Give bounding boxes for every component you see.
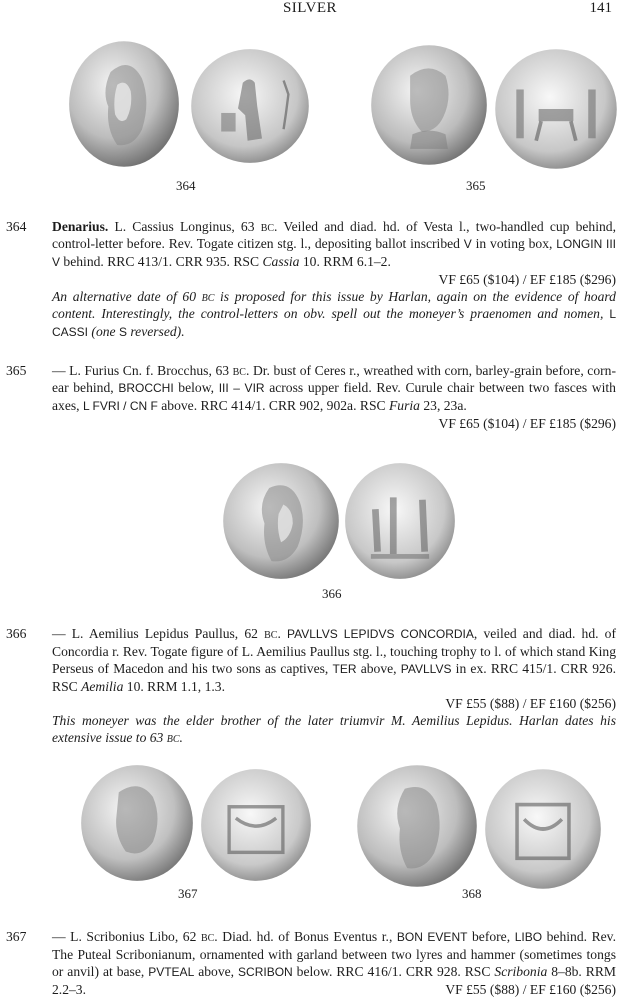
reference-name: Cassia [262, 254, 300, 269]
note-text: is proposed for this issue by Harlan, again on the evidence of hoard content. Interestingly, the control-letters on obv. spell out the moneyer’s praenomen and nomen, [52, 289, 616, 321]
catalogue-entry-365 [6, 362, 616, 432]
entry-text: 10. RRM 6.1–2. [299, 254, 391, 269]
entry-number: 364 [6, 219, 27, 234]
entry-number: 365 [6, 363, 27, 378]
coin-legend: BROCCHI [118, 381, 174, 395]
coin-legend: PAVLLVS [400, 662, 452, 676]
price-line: VF £55 ($88) / EF £160 ($256) [445, 982, 616, 997]
entry-text: 8–8b. RRM 2.2–3. [52, 964, 616, 997]
entry-text: in ex. RRC 415/1. CRR 926. RSC [52, 661, 616, 694]
entry-text: in voting box, [471, 236, 557, 251]
note-text: This moneyer was the elder brother of the later triumvir M. Aemilius Lepidus. Harlan dates his extensive issue to 63 [52, 713, 616, 745]
entry-text: below, [173, 380, 219, 395]
price-line: VF £55 ($88) / EF £160 ($256) [445, 696, 616, 711]
price-line: VF £65 ($104) / EF £185 ($296) [438, 416, 616, 431]
era-marker: bc [264, 626, 278, 641]
entry-description [52, 625, 616, 695]
page-number: 141 [589, 0, 612, 16]
entry-number: 367 [6, 929, 27, 944]
catalogue-entry-364 [6, 218, 616, 341]
coin-366-obverse-image [222, 462, 340, 580]
figure-label-364: 364 [176, 178, 196, 193]
coin-366-reverse-image [344, 462, 456, 580]
coin-legend: L CASSI [52, 307, 616, 339]
entry-text: below. RRC 416/1. CRR 928. RSC [292, 964, 495, 979]
coin-364-reverse-image [190, 48, 310, 164]
running-header [0, 0, 620, 20]
entry-note [52, 288, 616, 341]
price-line: VF £65 ($104) / EF £185 ($296) [438, 272, 616, 287]
era-marker: bc [260, 219, 275, 234]
header-title: SILVER [282, 0, 338, 16]
note-text: reversed). [126, 324, 185, 339]
entry-text: — L. Scribonius Libo, 62 [52, 929, 201, 944]
coin-legend: TER [332, 662, 357, 676]
entry-text: 23, 23a. [419, 398, 467, 413]
entry-number: 366 [6, 626, 27, 641]
entry-text: 10. RRM 1.1, 1.3. [123, 679, 225, 694]
entry-description [52, 218, 616, 271]
coin-legend: III – VIR [218, 381, 265, 395]
coin-legend: BON EVENT [396, 930, 468, 944]
entry-text: — L. Furius Cn. f. Brocchus, 63 [52, 363, 233, 378]
entry-text: behind. Rev. The Puteal Scribonianum, ornamented with garland between two lyres and hammer (sometimes tongs or anvil) at base, [52, 929, 616, 979]
figure-label-367: 367 [178, 886, 198, 901]
coin-368-obverse-image [356, 764, 478, 888]
entry-heading: Denarius. [52, 219, 109, 234]
coin-legend: V [463, 237, 472, 251]
entry-body [52, 625, 616, 746]
entry-text: above, [194, 964, 239, 979]
catalogue-entry-367 [6, 928, 616, 998]
entry-text: above. RRC 414/1. CRR 902, 902a. RSC [157, 398, 389, 413]
coin-365-obverse-image [370, 44, 488, 166]
coin-legend: PVTEAL [148, 965, 195, 979]
entry-description [52, 362, 616, 415]
coin-legend: PAVLLVS LEPIDVS CONCORDIA [287, 627, 474, 641]
entry-body [52, 362, 616, 432]
note-text: (one [88, 324, 119, 339]
entry-text: before, [467, 929, 515, 944]
entry-text: . [277, 626, 287, 641]
entry-text: across upper field. Rev. Curule chair between two fasces with axes, [52, 380, 616, 413]
entry-note [52, 712, 616, 746]
coin-legend: L FVRI / CN F [82, 399, 158, 413]
coin-367-obverse-image [80, 764, 194, 882]
coin-367-reverse-image [200, 768, 312, 882]
entry-body [52, 218, 616, 341]
coin-legend: S [118, 325, 127, 339]
era-marker: bc [166, 730, 180, 745]
catalogue-entry-366 [6, 625, 616, 746]
entry-text: . Diad. hd. of Bonus Eventus r., [214, 929, 397, 944]
coin-368-reverse-image [484, 768, 602, 890]
reference-name: Scribonia [494, 964, 548, 979]
entry-body [52, 928, 616, 998]
era-marker: bc [200, 929, 215, 944]
era-marker: bc [201, 289, 215, 304]
coin-legend: LIBO [514, 930, 543, 944]
coin-legend: SCRIBON [238, 965, 293, 979]
entry-text: behind. RRC 413/1. CRR 935. RSC [60, 254, 263, 269]
entry-text: . Veiled and diad. hd. of Vesta l., two-handled cup behind, control-letter before. Rev. Togate citizen stg. l., depositing ballot inscribed [52, 219, 616, 251]
coin-365-reverse-image [494, 48, 618, 170]
reference-name: Aemilia [81, 679, 124, 694]
era-marker: bc [232, 363, 246, 378]
figure-label-368: 368 [462, 886, 482, 901]
note-text: An alternative date of 60 [52, 289, 202, 304]
coin-364-obverse-image [68, 40, 180, 168]
entry-text: , veiled and diad. hd. of Concordia r. Rev. Togate figure of L. Aemilius Paullus stg. l., touching trophy to l. of which stand King Perseus of Macedon and his two sons as captives, [52, 626, 616, 676]
reference-name: Furia [388, 398, 420, 413]
note-text: . [179, 730, 183, 745]
figure-label-365: 365 [466, 178, 486, 193]
entry-description [52, 928, 616, 998]
coin-legend: LONGIN III V [52, 237, 617, 269]
entry-text: above, [356, 661, 401, 676]
figure-label-366: 366 [322, 586, 342, 601]
entry-text: — L. Aemilius Lepidus Paullus, 62 [52, 626, 265, 641]
entry-text: . Dr. bust of Ceres r., wreathed with corn, barley-grain before, corn-ear behind, [52, 363, 616, 395]
entry-text: L. Cassius Longinus, 63 [108, 219, 261, 234]
